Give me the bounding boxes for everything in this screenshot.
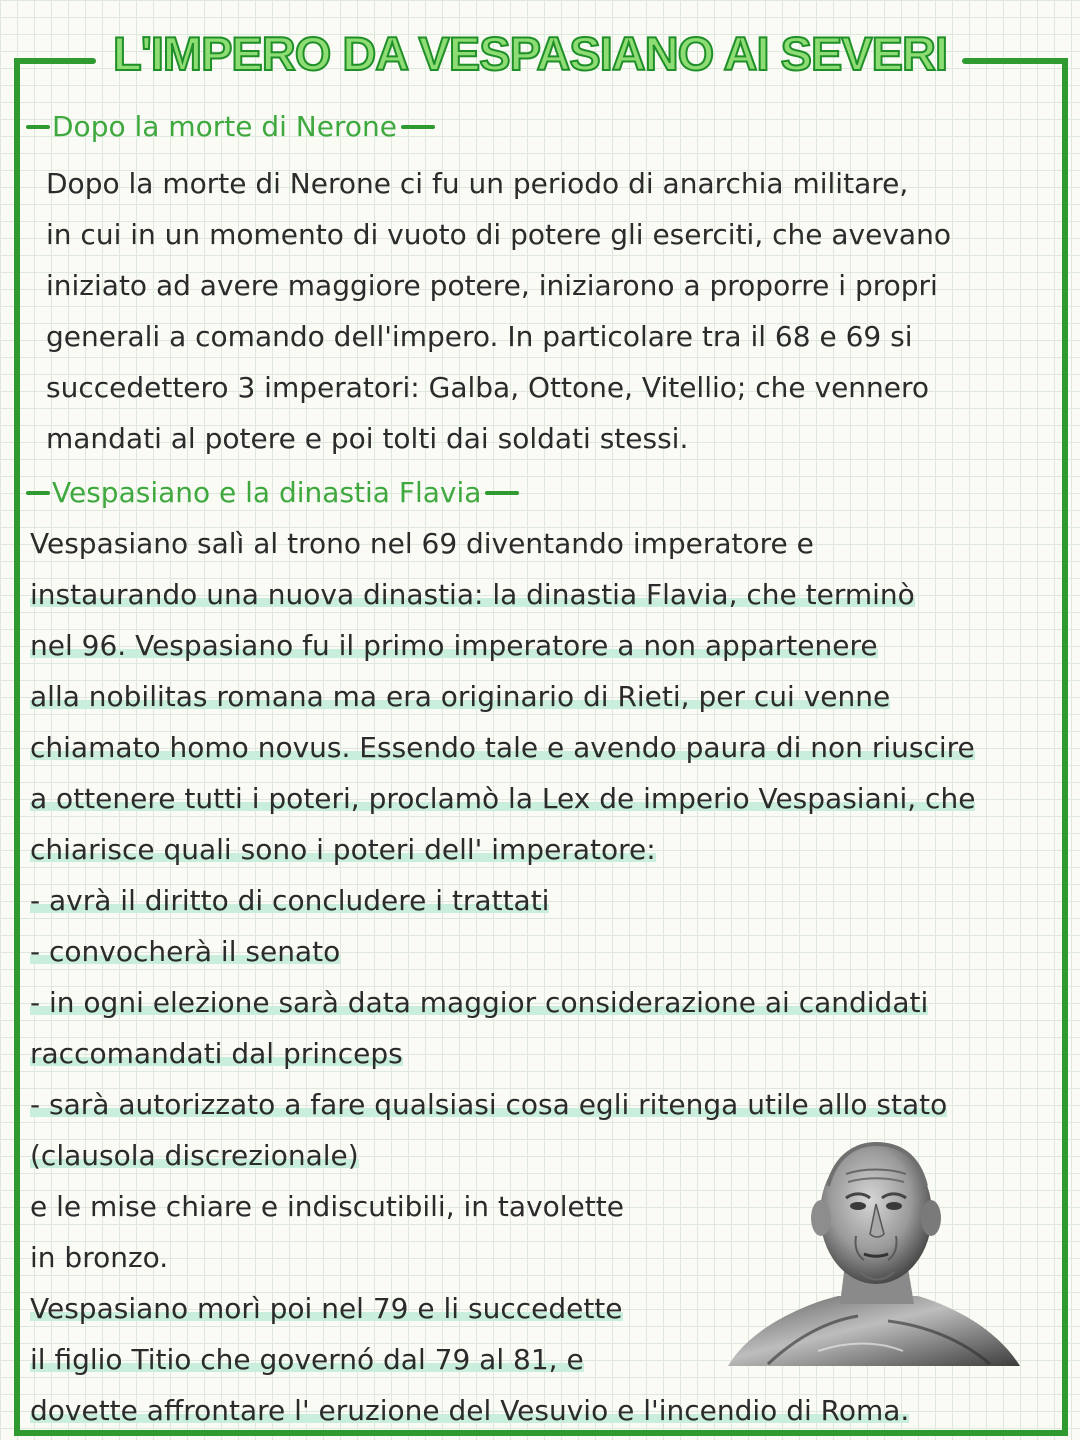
line-text: (clausola discrezionale) bbox=[30, 1139, 359, 1172]
line-text: alla nobilitas romana ma era originario di Rieti, per cui venne bbox=[30, 680, 891, 713]
text-line bbox=[30, 1385, 975, 1436]
frame-right bbox=[1062, 58, 1068, 1436]
line-text: - sarà autorizzato a fare qualsiasi cosa egli ritenga utile allo stato bbox=[30, 1088, 948, 1121]
line-text: e le mise chiare e indiscutibili, in tavolette bbox=[30, 1190, 624, 1223]
line-text: instaurando una nuova dinastia: la dinastia Flavia, che terminò bbox=[30, 578, 915, 611]
line-text: Vespasiano salì al trono nel 69 diventando imperatore e bbox=[30, 527, 814, 560]
text-line bbox=[30, 671, 975, 722]
text-line bbox=[30, 569, 975, 620]
text-line bbox=[46, 311, 951, 362]
text-line bbox=[30, 977, 975, 1028]
line-text: il figlio Titio che governó dal 79 al 81, e bbox=[30, 1343, 584, 1376]
line-text: nel 96. Vespasiano fu il primo imperatore a non appartenere bbox=[30, 629, 878, 662]
text-line bbox=[30, 1079, 975, 1130]
line-text: a ottenere tutti i poteri, proclamò la Lex de imperio Vespasiani, che bbox=[30, 782, 976, 815]
text-line bbox=[30, 773, 975, 824]
text-line bbox=[30, 1028, 975, 1079]
page-title: L'IMPERO DA VESPASIANO AI SEVERI bbox=[112, 27, 947, 80]
frame-left bbox=[14, 58, 20, 1436]
text-line bbox=[30, 926, 975, 977]
line-text: - in ogni elezione sarà data maggior considerazione ai candidati bbox=[30, 986, 929, 1019]
line-text: dovette affrontare l' eruzione del Vesuvio e l'incendio di Roma. bbox=[30, 1394, 910, 1427]
heading-dash bbox=[26, 125, 50, 129]
text-line bbox=[30, 518, 975, 569]
text-line bbox=[30, 722, 975, 773]
text-line bbox=[46, 362, 951, 413]
line-text: Vespasiano morì poi nel 79 e li succedette bbox=[30, 1292, 623, 1325]
frame-top-right bbox=[962, 58, 1068, 64]
section1-paragraph bbox=[46, 158, 951, 464]
line-text: - avrà il diritto di concludere i trattati bbox=[30, 884, 550, 917]
line-text: mandati al potere e poi tolti dai soldati stessi. bbox=[46, 422, 689, 455]
line-text: chiarisce quali sono i poteri dell' imperatore: bbox=[30, 833, 656, 866]
text-line bbox=[30, 620, 975, 671]
line-text: chiamato homo novus. Essendo tale e avendo paura di non riuscire bbox=[30, 731, 975, 764]
line-text: generali a comando dell'impero. In particolare tra il 68 e 69 si bbox=[46, 320, 913, 353]
heading-dash bbox=[26, 491, 50, 495]
line-text: - convocherà il senato bbox=[30, 935, 341, 968]
vespasian-bust-icon bbox=[728, 1136, 1020, 1368]
section-heading-nerone bbox=[26, 110, 435, 143]
text-line bbox=[46, 158, 951, 209]
line-text: iniziato ad avere maggiore potere, iniziarono a proporre i propri bbox=[46, 269, 938, 302]
section-heading-text: Dopo la morte di Nerone bbox=[52, 110, 397, 143]
line-text: in bronzo. bbox=[30, 1241, 169, 1274]
line-text: Dopo la morte di Nerone ci fu un periodo di anarchia militare, bbox=[46, 167, 909, 200]
text-line bbox=[30, 875, 975, 926]
text-line bbox=[30, 824, 975, 875]
line-text: raccomandati dal princeps bbox=[30, 1037, 403, 1070]
section-heading-flavia bbox=[26, 476, 519, 509]
text-line bbox=[46, 209, 951, 260]
line-text: in cui in un momento di vuoto di potere gli eserciti, che avevano bbox=[46, 218, 951, 251]
heading-dash bbox=[401, 125, 435, 129]
heading-dash bbox=[485, 491, 519, 495]
section-heading-text: Vespasiano e la dinastia Flavia bbox=[52, 476, 482, 509]
text-line bbox=[46, 413, 951, 464]
line-text: succedettero 3 imperatori: Galba, Ottone, Vitellio; che vennero bbox=[46, 371, 930, 404]
text-line bbox=[46, 260, 951, 311]
frame-top-left bbox=[14, 58, 96, 64]
